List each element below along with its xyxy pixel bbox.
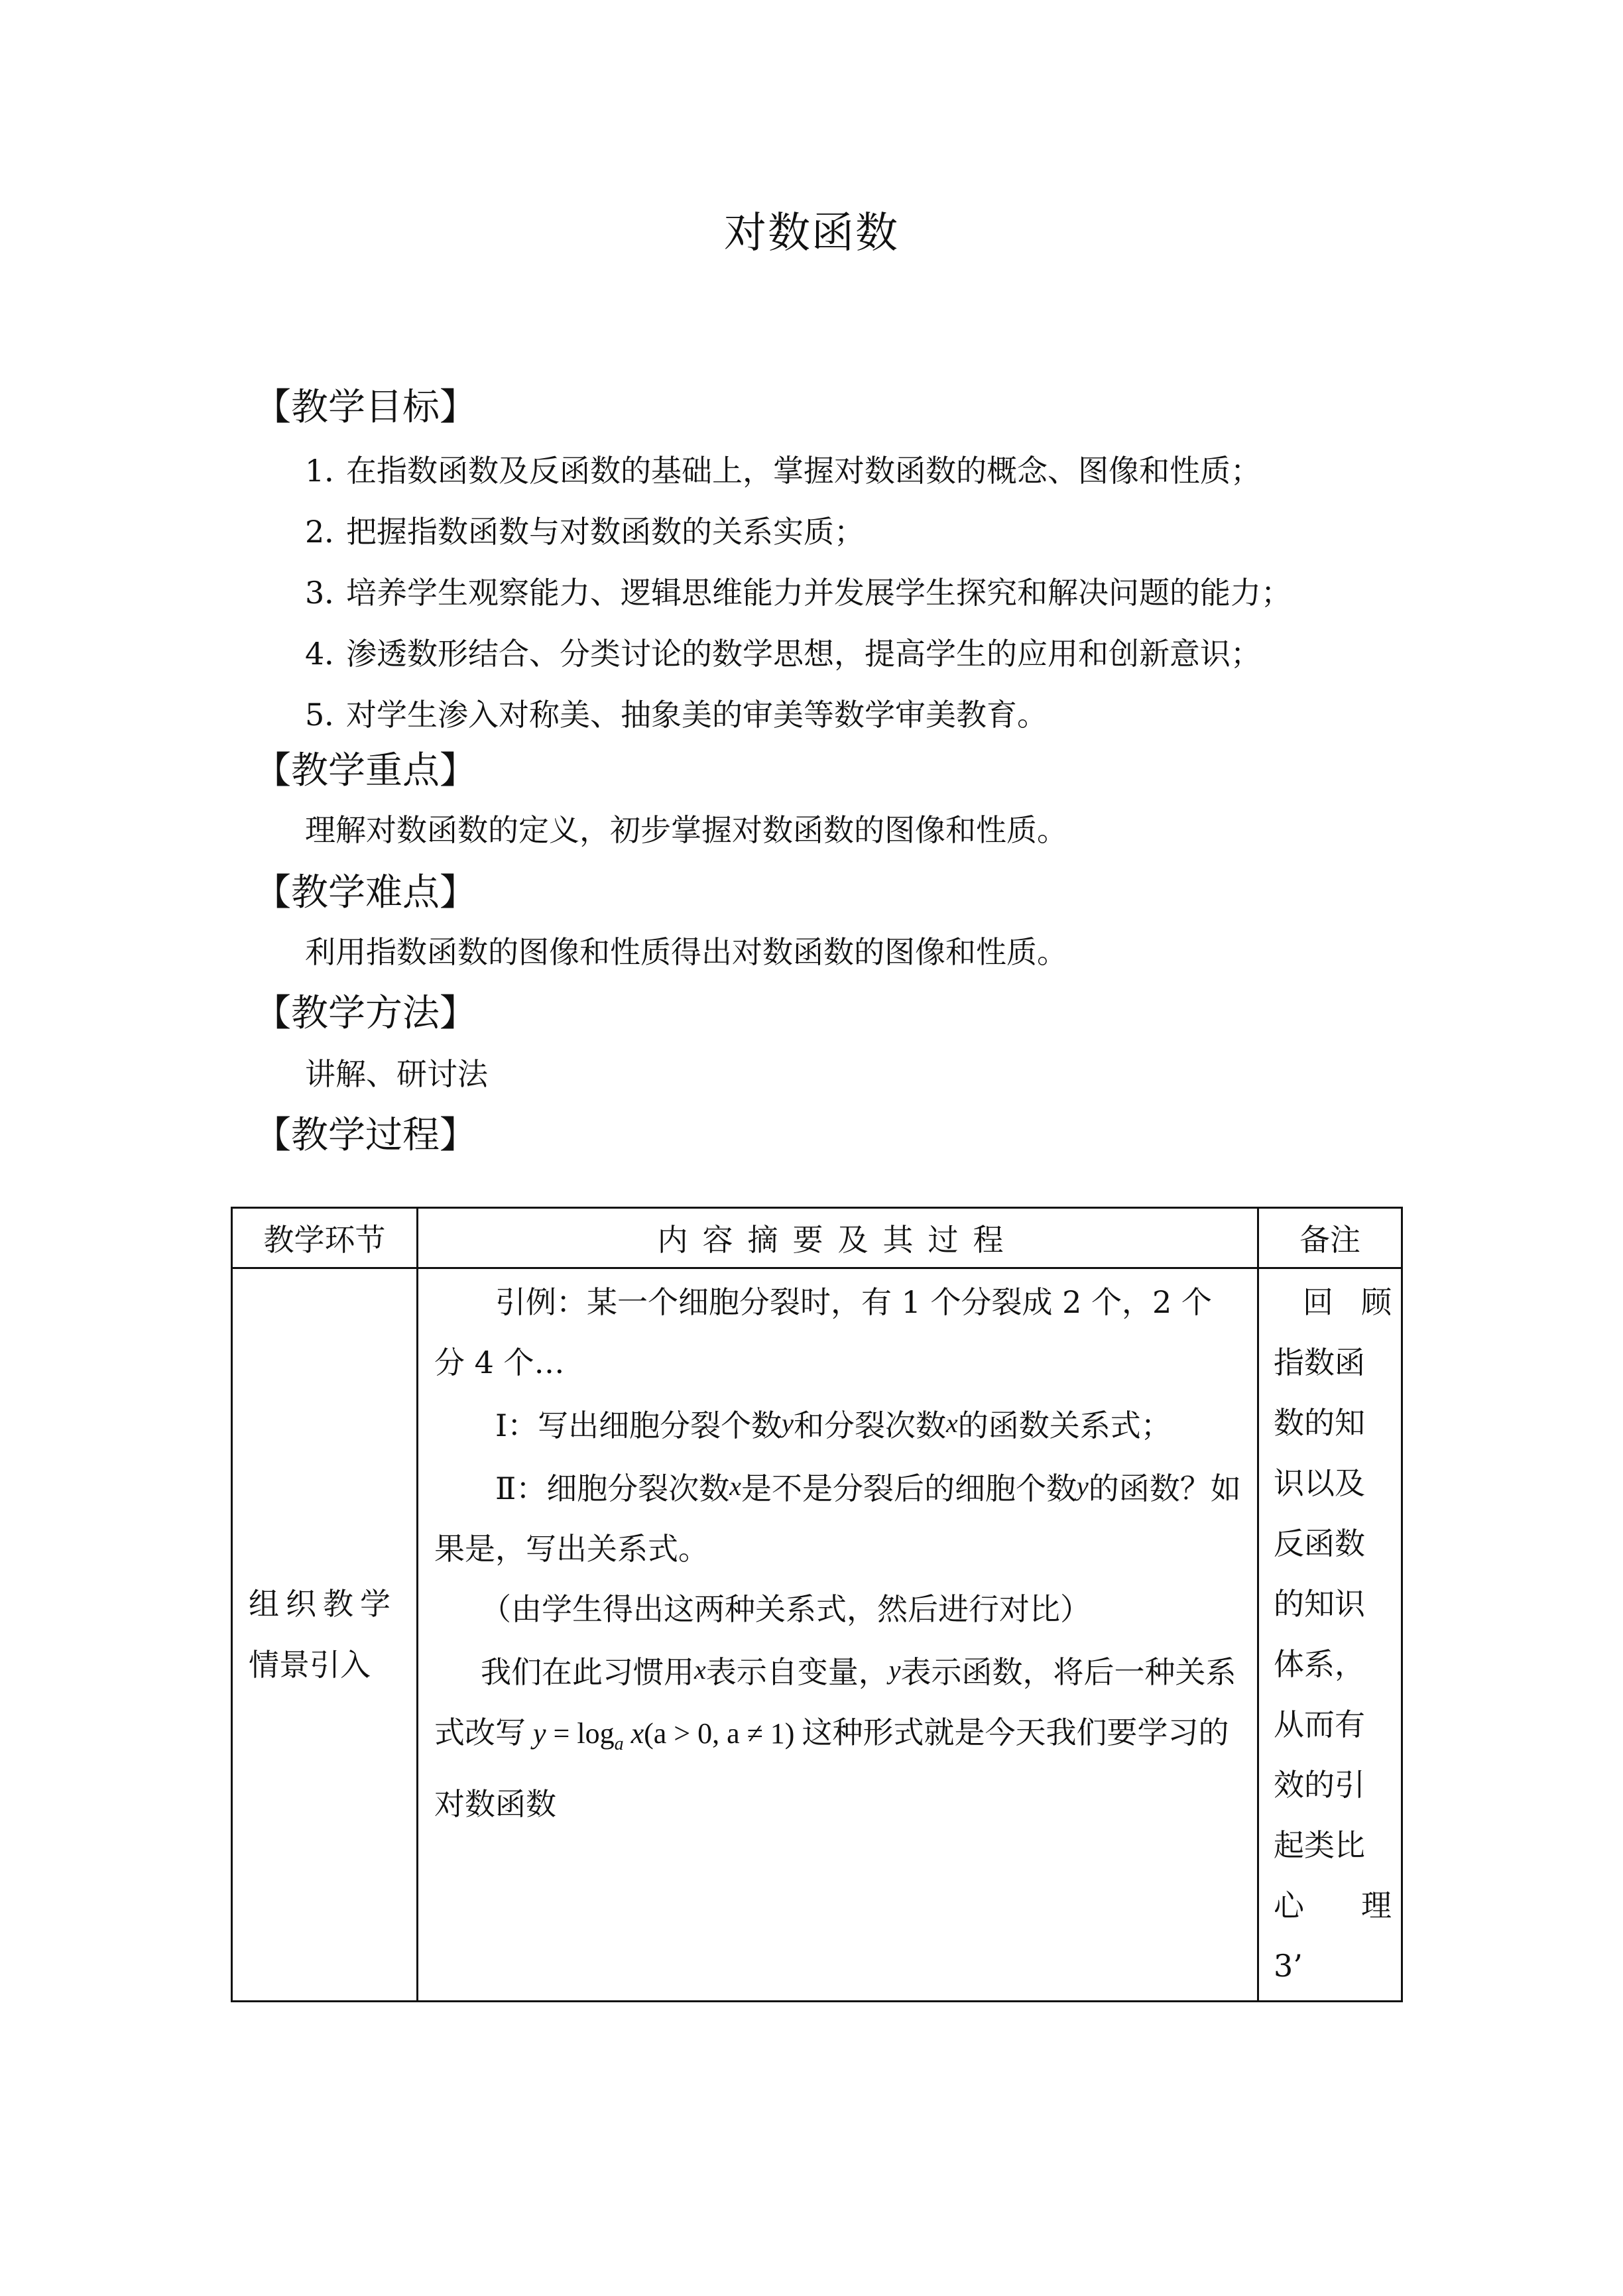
content-text: 表示函数，将后一种关系式改写 xyxy=(434,1654,1236,1750)
header-stage: 教学环节 xyxy=(232,1208,418,1268)
content-cell xyxy=(418,1268,1258,2002)
difficulties-text: 利用指数函数的图像和性质得出对数函数的图像和性质。 xyxy=(305,934,1067,970)
content-paragraph xyxy=(434,1640,1241,1835)
content-paragraph: 引例：某一个细胞分裂时，有 1 个分裂成 2 个，2 个分 4 个… xyxy=(434,1284,1212,1380)
process-heading: 【教学过程】 xyxy=(254,1114,477,1157)
note-line: 效的引 xyxy=(1274,1767,1365,1803)
note-line: 识以及 xyxy=(1274,1465,1365,1501)
note-char: 顾 xyxy=(1361,1284,1392,1320)
stage-line: 组织教学 xyxy=(249,1586,397,1622)
content-text: 表示自变量， xyxy=(705,1654,889,1690)
content-paragraph xyxy=(434,1456,1241,1579)
content-text: 的函数关系式； xyxy=(957,1408,1172,1443)
note-line: 从而有 xyxy=(1274,1707,1365,1742)
objective-item xyxy=(305,512,865,552)
note-line: 起类比 xyxy=(1274,1827,1365,1863)
stage-line: 情景引入 xyxy=(249,1647,371,1683)
table-row xyxy=(232,1268,1402,2002)
note-char: 回 xyxy=(1303,1284,1333,1320)
variable-x: x xyxy=(945,1408,958,1438)
objective-number: 1． xyxy=(305,453,355,489)
note-line xyxy=(1274,1876,1392,1936)
note-line: 的知识 xyxy=(1274,1586,1365,1622)
methods-heading: 【教学方法】 xyxy=(254,992,477,1035)
note-line: 指数函 xyxy=(1274,1345,1365,1380)
content-text: 和分裂次数 xyxy=(793,1408,946,1443)
stage-cell xyxy=(232,1268,418,2002)
objective-text: 对学生渗入对称美、抽象美的审美等数学审美教育。 xyxy=(346,697,1048,733)
formula-log: = log xyxy=(546,1717,615,1750)
objectives-heading: 【教学目标】 xyxy=(254,386,477,429)
objective-text: 渗透数形结合、分类讨论的数学思想，提高学生的应用和创新意识； xyxy=(346,636,1261,672)
objective-item xyxy=(305,695,1048,735)
key-points-heading: 【教学重点】 xyxy=(254,749,477,792)
objective-number: 2． xyxy=(305,514,355,550)
objective-number: 4． xyxy=(305,636,355,672)
difficulties-heading: 【教学难点】 xyxy=(254,871,477,914)
content-paragraph: （由学生得出这两种关系式，然后进行对比） xyxy=(481,1591,1091,1627)
objective-item xyxy=(305,573,1292,613)
content-text: 是不是分裂后的细胞个数 xyxy=(741,1471,1077,1506)
log-formula xyxy=(526,1717,802,1754)
objective-item xyxy=(305,634,1261,674)
table-header-row xyxy=(232,1208,1402,1268)
formula-condition: (a > 0, a ≠ 1) xyxy=(644,1717,795,1750)
note-cell xyxy=(1258,1268,1402,2002)
note-line xyxy=(1274,1272,1392,1333)
note-char: 心 xyxy=(1274,1888,1304,1923)
note-line: 数的知 xyxy=(1274,1405,1365,1441)
objective-number: 3． xyxy=(305,575,355,611)
content-paragraph xyxy=(434,1393,1241,1456)
variable-y: y xyxy=(1077,1471,1089,1501)
process-table xyxy=(231,1207,1403,2002)
content-text: 我们在此习惯用 xyxy=(481,1654,694,1690)
header-note: 备注 xyxy=(1258,1208,1402,1268)
objective-text: 培养学生观察能力、逻辑思维能力并发展学生探究和解决问题的能力； xyxy=(346,575,1292,611)
variable-x: x xyxy=(729,1471,742,1501)
formula-base: a xyxy=(614,1733,624,1754)
note-line: 体系， xyxy=(1274,1646,1365,1682)
content-text: 的函数？如果是，写出关系式。 xyxy=(434,1471,1241,1567)
header-content: 内容摘要及其过程 xyxy=(418,1208,1258,1268)
formula-lhs: y xyxy=(533,1717,546,1750)
note-line: 反函数 xyxy=(1274,1526,1365,1561)
methods-text: 讲解、研讨法 xyxy=(305,1056,488,1092)
objective-text: 把握指数函数与对数函数的关系实质； xyxy=(346,514,865,550)
formula-arg: x xyxy=(623,1717,644,1750)
variable-x: x xyxy=(694,1655,706,1685)
variable-y: y xyxy=(888,1655,901,1685)
objective-number: 5． xyxy=(305,697,355,733)
note-char: 理 xyxy=(1361,1888,1392,1923)
content-text: Ⅰ：写出细胞分裂个数 xyxy=(495,1408,782,1443)
page-title: 对数函数 xyxy=(724,209,899,258)
variable-y: y xyxy=(782,1408,794,1438)
key-points-text: 理解对数函数的定义，初步掌握对数函数的图像和性质。 xyxy=(305,812,1067,848)
content-text: Ⅱ：细胞分裂次数 xyxy=(495,1471,730,1506)
content-text: 这种形式就是今天我们要学习的对数函数 xyxy=(434,1715,1229,1822)
note-line: 3’ xyxy=(1274,1948,1303,1984)
objective-text: 在指数函数及反函数的基础上，掌握对数函数的概念、图像和性质； xyxy=(346,453,1261,489)
objective-item xyxy=(305,451,1261,491)
